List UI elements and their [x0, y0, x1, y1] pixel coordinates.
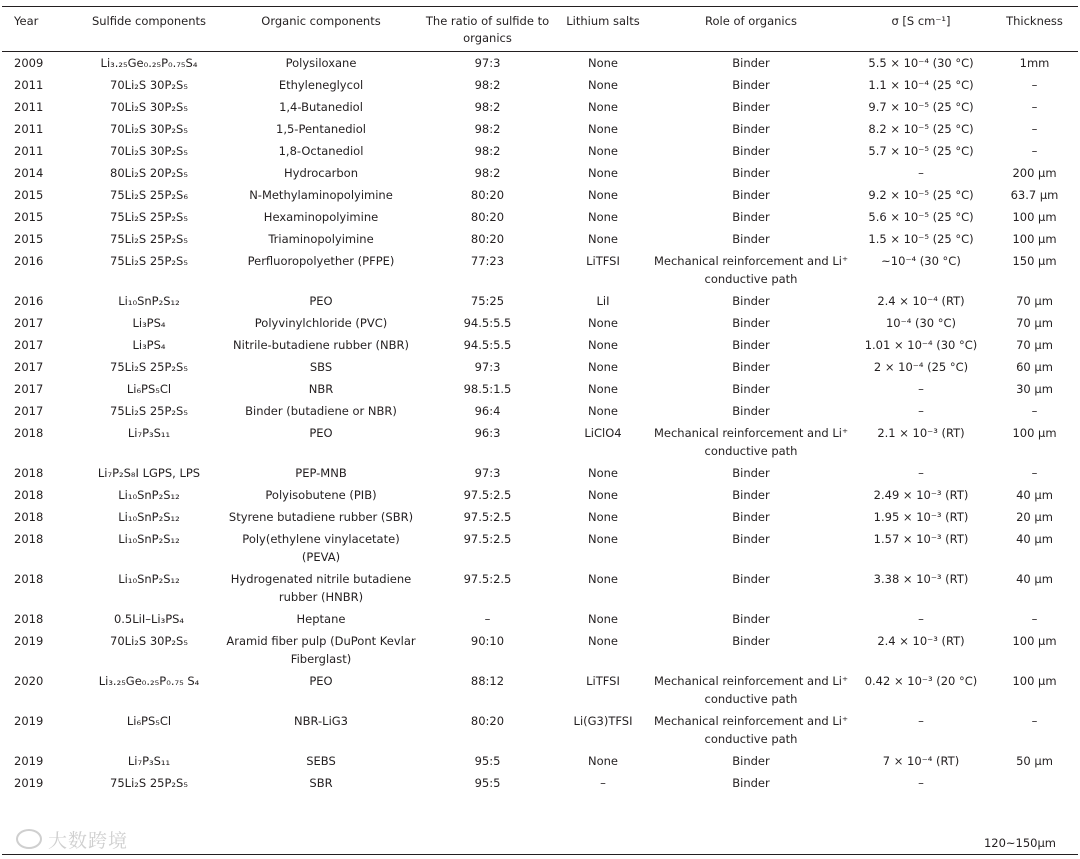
cell-lithium-salt: LiTFSI: [586, 674, 620, 688]
cell-sulfide: Li₁₀SnP₂S₁₂: [118, 532, 180, 546]
cell-sulfide: Li₇P₃S₁₁: [127, 754, 171, 768]
cell-organic: SEBS: [306, 754, 336, 768]
cell-ratio: 98:2: [474, 78, 501, 92]
cell-sulfide: Li₇P₂S₈I LGPS, LPS: [97, 466, 201, 480]
cell-ratio: 97.5:2.5: [463, 572, 512, 586]
cell-ratio: 88:12: [470, 674, 505, 688]
cell-sulfide: 75Li₂S 25P₂S₅: [110, 360, 188, 374]
cell-sulfide: 75Li₂S 25P₂S₅: [110, 254, 188, 268]
cell-thickness: 50 μm: [1016, 754, 1053, 768]
cell-organic: Perfluoropolyether (PFPE): [247, 254, 395, 268]
cell-year: 2016: [14, 294, 44, 308]
cell-thickness: 1mm: [1019, 56, 1050, 70]
cell-sulfide: Li₃.₂₅Ge₀.₂₅P₀.₇₅S₄: [100, 56, 198, 70]
cell-thickness: –: [1031, 78, 1038, 92]
cell-thickness: –: [1031, 100, 1038, 114]
cell-lithium-salt: None: [587, 510, 618, 524]
cell-ratio: 97.5:2.5: [463, 510, 512, 524]
cell-ratio: 96:3: [474, 426, 501, 440]
cell-lithium-salt: None: [587, 100, 618, 114]
cell-thickness: –: [1031, 612, 1038, 626]
cell-year: 2018: [14, 510, 44, 524]
header-organic: Organic components: [261, 14, 381, 28]
cell-organic: Binder (butadiene or NBR): [245, 404, 397, 418]
cell-lithium-salt: None: [587, 316, 618, 330]
cell-organic: 1,4-Butanediol: [279, 100, 363, 114]
cell-conductivity: 5.6 × 10⁻⁵ (25 °C): [868, 210, 974, 224]
watermark: [16, 826, 128, 853]
cell-thickness: 70 μm: [1016, 316, 1053, 330]
cell-ratio: 98:2: [474, 122, 501, 136]
cell-ratio: 97:3: [474, 360, 501, 374]
cell-role: Binder: [732, 294, 770, 308]
cell-conductivity: 9.7 × 10⁻⁵ (25 °C): [868, 100, 974, 114]
cell-year: 2011: [14, 100, 44, 114]
cell-year: 2011: [14, 122, 44, 136]
cell-sulfide: Li₁₀SnP₂S₁₂: [118, 488, 180, 502]
cell-sulfide: Li₆PS₅Cl: [126, 714, 172, 728]
cell-lithium-salt: None: [587, 232, 618, 246]
table-row: [2, 356, 1078, 378]
cell-year: 2017: [14, 382, 44, 396]
cell-organic: SBS: [309, 360, 333, 374]
cell-thickness: 60 μm: [1016, 360, 1053, 374]
cell-role: Binder: [732, 56, 770, 70]
cell-lithium-salt: None: [587, 210, 618, 224]
cell-year: 2011: [14, 78, 44, 92]
cell-conductivity: –: [918, 466, 924, 480]
cell-conductivity: 2.4 × 10⁻³ (RT): [877, 634, 965, 648]
cell-ratio: 80:20: [470, 210, 505, 224]
cell-organic: Nitrile-butadiene rubber (NBR): [233, 338, 409, 352]
cell-lithium-salt: None: [587, 360, 618, 374]
cell-conductivity: 5.7 × 10⁻⁵ (25 °C): [868, 144, 974, 158]
cell-lithium-salt: LiTFSI: [586, 254, 620, 268]
cell-year: 2014: [14, 166, 44, 180]
cell-thickness: [991, 772, 1078, 794]
cell-sulfide: 0.5LiI–Li₃PS₄: [113, 612, 185, 626]
table-body: [2, 52, 1078, 795]
cell-role: Binder: [732, 122, 770, 136]
cell-ratio: 80:20: [470, 188, 505, 202]
cell-role: Binder: [732, 382, 770, 396]
cell-thickness: 200 μm: [1012, 166, 1057, 180]
table-row: [2, 206, 1078, 228]
cell-ratio: 94.5:5.5: [463, 338, 512, 352]
cell-conductivity: 2 × 10⁻⁴ (25 °C): [873, 360, 969, 374]
cell-thickness: 150 μm: [1012, 254, 1057, 268]
cell-conductivity: 1.1 × 10⁻⁴ (25 °C): [868, 78, 974, 92]
cell-thickness: 40 μm: [1016, 532, 1053, 546]
cell-thickness: 100 μm: [1012, 232, 1057, 246]
cell-organic: Poly(ethylene vinylacetate) (PEVA): [242, 532, 400, 564]
cell-organic: Heptane: [296, 612, 346, 626]
cell-conductivity: 1.5 × 10⁻⁵ (25 °C): [868, 232, 974, 246]
cell-organic: PEO: [309, 294, 333, 308]
cell-role: Binder: [732, 634, 770, 648]
cell-lithium-salt: –: [600, 776, 606, 790]
cell-role: Binder: [732, 572, 770, 586]
table-row: [2, 140, 1078, 162]
cell-year: 2015: [14, 232, 44, 246]
cell-ratio: 90:10: [470, 634, 505, 648]
cell-year: 2019: [14, 634, 44, 648]
cell-conductivity: 5.5 × 10⁻⁴ (30 °C): [868, 56, 974, 70]
cell-year: 2019: [14, 776, 44, 790]
watermark-text: 大数跨境: [48, 830, 129, 852]
cell-lithium-salt: None: [587, 56, 618, 70]
cell-role: Binder: [732, 776, 770, 790]
cell-organic: Triaminopolyimine: [268, 232, 374, 246]
cell-conductivity: 2.1 × 10⁻³ (RT): [877, 426, 965, 440]
cell-organic: SBR: [309, 776, 333, 790]
cell-role: Binder: [732, 316, 770, 330]
cell-lithium-salt: None: [587, 634, 618, 648]
cell-ratio: 96:4: [474, 404, 501, 418]
cell-lithium-salt: None: [587, 382, 618, 396]
cell-role: Binder: [732, 338, 770, 352]
cell-sulfide: Li₇P₃S₁₁: [127, 426, 171, 440]
cell-thickness: 100 μm: [1012, 210, 1057, 224]
table-row: [2, 334, 1078, 356]
table-row: [2, 74, 1078, 96]
cell-sulfide: Li₁₀SnP₂S₁₂: [118, 572, 180, 586]
cell-lithium-salt: None: [587, 754, 618, 768]
table-row: [2, 378, 1078, 400]
cell-organic: Hydrogenated nitrile butadiene rubber (HNBR): [230, 572, 412, 604]
cell-sulfide: Li₃.₂₅Ge₀.₂₅P₀.₇₅ S₄: [98, 674, 200, 688]
cell-lithium-salt: None: [587, 188, 618, 202]
cell-role: Binder: [732, 210, 770, 224]
cell-ratio: 98:2: [474, 166, 501, 180]
cell-year: 2020: [14, 674, 44, 688]
table-row: [2, 630, 1078, 670]
cell-organic: Hexaminopolyimine: [263, 210, 379, 224]
cell-lithium-salt: None: [587, 612, 618, 626]
cell-role: Binder: [732, 612, 770, 626]
cell-year: 2011: [14, 144, 44, 158]
cell-conductivity: 9.2 × 10⁻⁵ (25 °C): [868, 188, 974, 202]
cell-conductivity: 2.4 × 10⁻⁴ (RT): [877, 294, 965, 308]
cell-lithium-salt: None: [587, 488, 618, 502]
cell-organic: NBR-LiG3: [294, 714, 348, 728]
cell-lithium-salt: None: [587, 466, 618, 480]
header-conductivity: σ [S cm⁻¹]: [891, 14, 951, 28]
cell-organic: 1,5-Pentanediol: [276, 122, 366, 136]
cell-year: 2017: [14, 360, 44, 374]
cell-year: 2018: [14, 466, 44, 480]
cell-organic: NBR: [308, 382, 334, 396]
cell-role: Mechanical reinforcement and Li⁺ conductive path: [653, 254, 849, 286]
cell-organic: Polyvinylchloride (PVC): [254, 316, 388, 330]
cell-sulfide: Li₃PS₄: [132, 338, 166, 352]
header-role: Role of organics: [705, 14, 797, 28]
cell-conductivity: 3.38 × 10⁻³ (RT): [873, 572, 969, 586]
cell-organic: Ethyleneglycol: [278, 78, 364, 92]
cell-sulfide: Li₁₀SnP₂S₁₂: [118, 510, 180, 524]
cell-sulfide: Li₁₀SnP₂S₁₂: [118, 294, 180, 308]
cell-ratio: 80:20: [470, 714, 505, 728]
cell-year: 2015: [14, 210, 44, 224]
cell-sulfide: 75Li₂S 25P₂S₅: [110, 404, 188, 418]
cell-thickness: 100 μm: [1012, 426, 1057, 440]
cell-year: 2017: [14, 404, 44, 418]
cell-sulfide: Li₆PS₅Cl: [126, 382, 172, 396]
cell-thickness: 70 μm: [1016, 294, 1053, 308]
cell-sulfide: 75Li₂S 25P₂S₅: [110, 232, 188, 246]
cell-thickness: 70 μm: [1016, 338, 1053, 352]
cell-lithium-salt: None: [587, 144, 618, 158]
table-row: [2, 422, 1078, 462]
cell-thickness: 20 μm: [1016, 510, 1053, 524]
cell-ratio: 95:5: [474, 776, 501, 790]
data-table: [2, 6, 1078, 794]
cell-conductivity: 1.95 × 10⁻³ (RT): [873, 510, 969, 524]
cell-role: Mechanical reinforcement and Li⁺ conductive path: [653, 714, 849, 746]
table-row: [2, 750, 1078, 772]
cell-role: Binder: [732, 232, 770, 246]
cell-role: Binder: [732, 188, 770, 202]
cell-ratio: 97:3: [474, 466, 501, 480]
cell-lithium-salt: None: [587, 166, 618, 180]
header-row: [2, 7, 1078, 52]
cell-thickness: –: [1031, 714, 1038, 728]
cell-organic: Hydrocarbon: [284, 166, 358, 180]
cell-ratio: 97:3: [474, 56, 501, 70]
cell-role: Binder: [732, 466, 770, 480]
cell-thickness: –: [1031, 144, 1038, 158]
watermark-logo-icon: [16, 829, 42, 849]
table-row: [2, 228, 1078, 250]
cell-year: 2017: [14, 316, 44, 330]
table-row: [2, 462, 1078, 484]
cell-organic: PEO: [309, 426, 333, 440]
cell-ratio: 97.5:2.5: [463, 532, 512, 546]
table-row: [2, 250, 1078, 290]
cell-lithium-salt: None: [587, 404, 618, 418]
cell-role: Binder: [732, 488, 770, 502]
cell-sulfide: Li₃PS₄: [132, 316, 166, 330]
cell-thickness: –: [1031, 122, 1038, 136]
table-row: [2, 484, 1078, 506]
cell-conductivity: 7 × 10⁻⁴ (RT): [882, 754, 960, 768]
cell-ratio: 77:23: [470, 254, 505, 268]
cell-organic: Polysiloxane: [285, 56, 357, 70]
cell-sulfide: 70Li₂S 30P₂S₅: [110, 144, 188, 158]
cell-ratio: 94.5:5.5: [463, 316, 512, 330]
cell-ratio: 98.5:1.5: [463, 382, 512, 396]
cell-ratio: –: [484, 612, 491, 626]
table-row: [2, 568, 1078, 608]
cell-lithium-salt: None: [587, 338, 618, 352]
cell-year: 2009: [14, 56, 44, 70]
cell-role: Binder: [732, 754, 770, 768]
table-row: [2, 506, 1078, 528]
cell-lithium-salt: LiI: [596, 294, 610, 308]
cell-thickness: 100 μm: [1012, 634, 1057, 648]
cell-year: 2019: [14, 754, 44, 768]
cell-organic: Polyisobutene (PIB): [265, 488, 377, 502]
cell-organic: N-Methylaminopolyimine: [249, 188, 393, 202]
cell-year: 2019: [14, 714, 44, 728]
cell-year: 2018: [14, 426, 44, 440]
cell-conductivity: 2.49 × 10⁻³ (RT): [873, 488, 969, 502]
bottom-rule: [2, 854, 1078, 855]
cell-ratio: 80:20: [470, 232, 505, 246]
cell-lithium-salt: None: [587, 122, 618, 136]
cell-thickness: –: [1031, 466, 1038, 480]
cell-lithium-salt: LiClO4: [584, 426, 622, 440]
cell-sulfide: 75Li₂S 25P₂S₅: [110, 210, 188, 224]
cell-role: Binder: [732, 510, 770, 524]
cell-ratio: 95:5: [474, 754, 501, 768]
cell-role: Binder: [732, 404, 770, 418]
cell-thickness: 30 μm: [1016, 382, 1053, 396]
cell-role: Binder: [732, 100, 770, 114]
cell-conductivity: 1.57 × 10⁻³ (RT): [873, 532, 969, 546]
table-row: [2, 162, 1078, 184]
cell-conductivity: –: [918, 776, 924, 790]
cell-role: Binder: [732, 166, 770, 180]
cell-thickness: 40 μm: [1016, 488, 1053, 502]
cell-sulfide: 75Li₂S 25P₂S₆: [110, 188, 188, 202]
cell-role: Mechanical reinforcement and Li⁺ conductive path: [653, 674, 849, 706]
cell-year: 2018: [14, 488, 44, 502]
table-row: [2, 184, 1078, 206]
cell-year: 2017: [14, 338, 44, 352]
cell-thickness: 40 μm: [1016, 572, 1053, 586]
cell-conductivity: ~10⁻⁴ (30 °C): [881, 254, 961, 268]
cell-year: 2018: [14, 572, 44, 586]
cell-ratio: 97.5:2.5: [463, 488, 512, 502]
cell-ratio: 98:2: [474, 144, 501, 158]
cell-role: Binder: [732, 532, 770, 546]
cell-sulfide: 70Li₂S 30P₂S₅: [110, 634, 188, 648]
cell-sulfide: 70Li₂S 30P₂S₅: [110, 78, 188, 92]
cell-conductivity: –: [918, 166, 924, 180]
cell-role: Binder: [732, 78, 770, 92]
cell-lithium-salt: None: [587, 78, 618, 92]
cell-sulfide: 70Li₂S 30P₂S₅: [110, 100, 188, 114]
table-row: [2, 670, 1078, 710]
cell-role: Binder: [732, 144, 770, 158]
cell-year: 2018: [14, 532, 44, 546]
cell-conductivity: 0.42 × 10⁻³ (20 °C): [864, 674, 978, 688]
table-row: [2, 52, 1078, 75]
table-row: [2, 400, 1078, 422]
cell-year: 2018: [14, 612, 44, 626]
cell-thickness: 100 μm: [1012, 674, 1057, 688]
cell-lithium-salt: None: [587, 532, 618, 546]
cell-sulfide: 80Li₂S 20P₂S₅: [110, 166, 188, 180]
header-lithium-salts: Lithium salts: [566, 14, 640, 28]
cell-conductivity: –: [918, 714, 924, 728]
cell-sulfide: 75Li₂S 25P₂S₅: [110, 776, 188, 790]
header-sulfide: Sulfide components: [91, 14, 207, 28]
table-row: [2, 312, 1078, 334]
cell-conductivity: –: [918, 382, 924, 396]
cell-lithium-salt: Li(G3)TFSI: [573, 714, 633, 728]
cell-year: 2016: [14, 254, 44, 268]
header-thickness: Thickness: [1006, 14, 1063, 28]
table-row: [2, 772, 1078, 794]
cell-conductivity: –: [918, 404, 924, 418]
cell-lithium-salt: None: [587, 572, 618, 586]
cell-ratio: 75:25: [470, 294, 505, 308]
table-row: [2, 118, 1078, 140]
cell-conductivity: 8.2 × 10⁻⁵ (25 °C): [868, 122, 974, 136]
table-row: [2, 710, 1078, 750]
table-row: [2, 96, 1078, 118]
cell-organic: PEP-MNB: [295, 466, 347, 480]
table-row: [2, 608, 1078, 630]
cell-conductivity: 10⁻⁴ (30 °C): [885, 316, 956, 330]
cell-organic: Styrene butadiene rubber (SBR): [228, 510, 414, 524]
cell-sulfide: 70Li₂S 30P₂S₅: [110, 122, 188, 136]
cell-ratio: 98:2: [474, 100, 501, 114]
cell-role: Mechanical reinforcement and Li⁺ conductive path: [653, 426, 849, 458]
cell-year: 2015: [14, 188, 44, 202]
header-ratio: The ratio of sulfide to organics: [425, 14, 550, 45]
cell-role: Binder: [732, 360, 770, 374]
cell-thickness: –: [1031, 404, 1038, 418]
table-row: [2, 290, 1078, 312]
cell-conductivity: –: [918, 612, 924, 626]
cell-organic: 1,8-Octanediol: [278, 144, 364, 158]
cell-thickness: 63.7 μm: [1010, 188, 1059, 202]
cell-organic: PEO: [309, 674, 333, 688]
header-year: Year: [14, 14, 39, 28]
table-row: [2, 528, 1078, 568]
cell-organic: Aramid fiber pulp (DuPont Kevlar Fiberglast): [226, 634, 416, 666]
last-row-thickness: 120~150μm: [983, 836, 1056, 850]
cell-conductivity: 1.01 × 10⁻⁴ (30 °C): [864, 338, 978, 352]
